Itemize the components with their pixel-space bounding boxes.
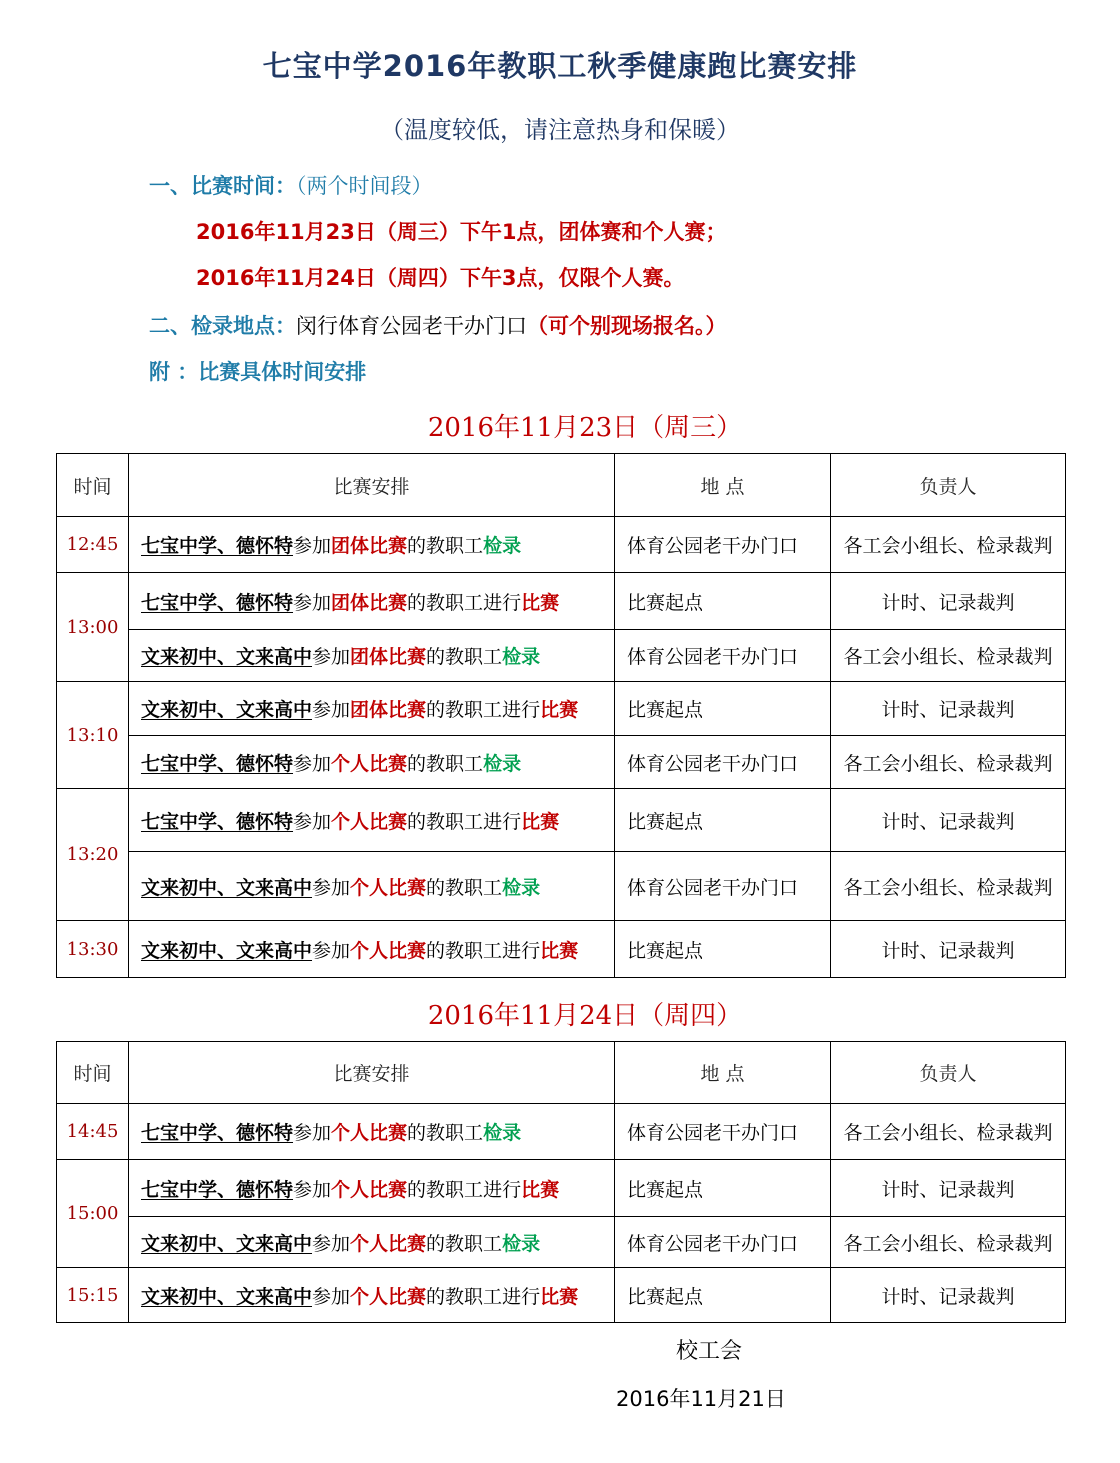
section-time-label: 一、比赛时间： <box>149 174 296 198</box>
place-cell: 体育公园老干办门口 <box>615 517 831 573</box>
arrangement-cell <box>129 1217 615 1268</box>
action-text: 比赛 <box>521 591 560 614</box>
table-row <box>57 921 1066 978</box>
place-cell: 比赛起点 <box>615 921 831 978</box>
responsible-cell: 各工会小组长、检录裁判 <box>831 630 1066 682</box>
action-plain-text: 进行 <box>502 699 541 721</box>
event-text: 个人比赛 <box>350 939 427 962</box>
time-cell: 15:00 <box>57 1160 129 1268</box>
event-text: 个人比赛 <box>350 876 427 899</box>
header-place: 地 点 <box>615 454 831 517</box>
time-cell: 13:30 <box>57 921 129 978</box>
action-text: 比赛 <box>521 810 560 833</box>
time-cell: 13:10 <box>57 682 129 789</box>
footer-date: 2016年11月21日 <box>616 1387 786 1411</box>
mid-text: 的教职工 <box>407 1122 484 1144</box>
arrangement-cell <box>129 1160 615 1217</box>
day1-schedule-table <box>56 453 1066 978</box>
table-header-row <box>57 454 1066 517</box>
mid-text: 的教职工 <box>426 939 503 962</box>
action-plain-text: 进行 <box>502 939 541 962</box>
footer-organization: 校工会 <box>676 1339 743 1364</box>
page-subtitle: （温度较低，请注意热身和保暖） <box>380 116 740 144</box>
time-slot-1: 2016年11月23日（周三）下午1点，团体赛和个人赛； <box>196 220 727 244</box>
action-plain-text: 进行 <box>483 1178 522 1201</box>
arrangement-cell <box>129 736 615 789</box>
responsible-cell: 计时、记录裁判 <box>831 789 1066 852</box>
time-cell: 12:45 <box>57 517 129 573</box>
place-cell: 体育公园老干办门口 <box>615 1104 831 1160</box>
schools-text: 文来初中、文来高中 <box>141 699 313 721</box>
schools-text: 文来初中、文来高中 <box>141 1232 313 1255</box>
place-cell: 体育公园老干办门口 <box>615 1217 831 1268</box>
mid-text: 的教职工 <box>407 752 484 775</box>
table-row <box>57 573 1066 630</box>
join-text: 参加 <box>312 1285 351 1308</box>
action-text: 比赛 <box>540 1285 579 1308</box>
action-plain-text: 进行 <box>483 810 522 833</box>
mid-text: 的教职工 <box>407 810 484 833</box>
header-time: 时间 <box>57 1042 129 1104</box>
schools-text: 七宝中学、德怀特 <box>141 535 294 557</box>
section-place <box>149 310 727 340</box>
join-text: 参加 <box>312 699 351 721</box>
table-row <box>57 1268 1066 1323</box>
action-text: 检录 <box>502 646 541 668</box>
schools-text: 七宝中学、德怀特 <box>141 1178 294 1201</box>
action-text: 检录 <box>483 752 522 775</box>
header-place: 地 点 <box>615 1042 831 1104</box>
place-cell: 体育公园老干办门口 <box>615 736 831 789</box>
time-cell: 13:20 <box>57 789 129 921</box>
place-cell: 比赛起点 <box>615 573 831 630</box>
section-place-value: 闵行体育公园老干办门口 <box>296 314 527 338</box>
action-text: 检录 <box>502 876 541 899</box>
responsible-cell: 各工会小组长、检录裁判 <box>831 1104 1066 1160</box>
mid-text: 的教职工 <box>407 1178 484 1201</box>
responsible-cell: 各工会小组长、检录裁判 <box>831 736 1066 789</box>
page-title: 七宝中学2016年教职工秋季健康跑比赛安排 <box>262 49 858 83</box>
time-cell: 13:00 <box>57 573 129 682</box>
section-place-label: 二、检录地点： <box>149 314 296 338</box>
table-row <box>57 682 1066 736</box>
action-text: 比赛 <box>521 1178 560 1201</box>
action-text: 检录 <box>483 1122 522 1144</box>
table-header-row <box>57 1042 1066 1104</box>
responsible-cell: 各工会小组长、检录裁判 <box>831 1217 1066 1268</box>
join-text: 参加 <box>293 591 332 614</box>
event-text: 个人比赛 <box>350 1232 427 1255</box>
responsible-cell: 计时、记录裁判 <box>831 573 1066 630</box>
place-cell: 体育公园老干办门口 <box>615 630 831 682</box>
event-text: 团体比赛 <box>350 646 427 668</box>
appendix-label: 附 ：比赛具体时间安排 <box>149 360 367 384</box>
section-place-note: （可个别现场报名。） <box>527 314 727 338</box>
mid-text: 的教职工 <box>426 1232 503 1255</box>
table-row <box>57 1217 1066 1268</box>
event-text: 团体比赛 <box>350 699 427 721</box>
schools-text: 七宝中学、德怀特 <box>141 591 294 614</box>
arrangement-cell <box>129 852 615 921</box>
action-plain-text: 进行 <box>502 1285 541 1308</box>
join-text: 参加 <box>312 939 351 962</box>
responsible-cell: 计时、记录裁判 <box>831 682 1066 736</box>
place-cell: 比赛起点 <box>615 1268 831 1323</box>
time-slot-2: 2016年11月24日（周四）下午3点，仅限个人赛。 <box>196 266 685 290</box>
mid-text: 的教职工 <box>426 646 503 668</box>
day2-schedule-table <box>56 1041 1066 1323</box>
arrangement-cell <box>129 573 615 630</box>
table-row <box>57 789 1066 852</box>
event-text: 个人比赛 <box>350 1285 427 1308</box>
header-responsible: 负责人 <box>831 1042 1066 1104</box>
action-text: 检录 <box>502 1232 541 1255</box>
arrangement-cell <box>129 921 615 978</box>
schools-text: 文来初中、文来高中 <box>141 876 313 899</box>
responsible-cell: 计时、记录裁判 <box>831 1268 1066 1323</box>
schools-text: 七宝中学、德怀特 <box>141 752 294 775</box>
event-text: 个人比赛 <box>331 1122 408 1144</box>
responsible-cell: 各工会小组长、检录裁判 <box>831 517 1066 573</box>
section-time-note: （两个时间段） <box>296 174 433 198</box>
action-text: 比赛 <box>540 699 579 721</box>
table-row <box>57 517 1066 573</box>
schools-text: 文来初中、文来高中 <box>141 939 313 962</box>
mid-text: 的教职工 <box>426 876 503 899</box>
join-text: 参加 <box>312 646 351 668</box>
responsible-cell: 各工会小组长、检录裁判 <box>831 852 1066 921</box>
header-arrangement: 比赛安排 <box>129 1042 615 1104</box>
place-cell: 比赛起点 <box>615 789 831 852</box>
schools-text: 七宝中学、德怀特 <box>141 1122 294 1144</box>
arrangement-cell <box>129 789 615 852</box>
mid-text: 的教职工 <box>426 1285 503 1308</box>
mid-text: 的教职工 <box>407 535 484 557</box>
arrangement-cell <box>129 630 615 682</box>
arrangement-cell <box>129 682 615 736</box>
place-cell: 体育公园老干办门口 <box>615 852 831 921</box>
place-cell: 比赛起点 <box>615 1160 831 1217</box>
table-row <box>57 852 1066 921</box>
join-text: 参加 <box>293 1178 332 1201</box>
event-text: 个人比赛 <box>331 752 408 775</box>
header-time: 时间 <box>57 454 129 517</box>
section-time <box>149 170 433 200</box>
action-text: 检录 <box>483 535 522 557</box>
arrangement-cell <box>129 1104 615 1160</box>
join-text: 参加 <box>293 1122 332 1144</box>
join-text: 参加 <box>312 876 351 899</box>
event-text: 团体比赛 <box>331 591 408 614</box>
table-row <box>57 630 1066 682</box>
schools-text: 文来初中、文来高中 <box>141 646 313 668</box>
day2-date-heading: 2016年11月24日（周四） <box>427 1001 743 1031</box>
event-text: 团体比赛 <box>331 535 408 557</box>
arrangement-cell <box>129 1268 615 1323</box>
action-plain-text: 进行 <box>483 591 522 614</box>
join-text: 参加 <box>312 1232 351 1255</box>
header-arrangement: 比赛安排 <box>129 454 615 517</box>
table-row <box>57 736 1066 789</box>
time-cell: 14:45 <box>57 1104 129 1160</box>
responsible-cell: 计时、记录裁判 <box>831 1160 1066 1217</box>
table-row <box>57 1104 1066 1160</box>
event-text: 个人比赛 <box>331 1178 408 1201</box>
header-responsible: 负责人 <box>831 454 1066 517</box>
responsible-cell: 计时、记录裁判 <box>831 921 1066 978</box>
arrangement-cell <box>129 517 615 573</box>
schools-text: 文来初中、文来高中 <box>141 1285 313 1308</box>
day1-date-heading: 2016年11月23日（周三） <box>427 413 743 443</box>
mid-text: 的教职工 <box>407 591 484 614</box>
event-text: 个人比赛 <box>331 810 408 833</box>
schools-text: 七宝中学、德怀特 <box>141 810 294 833</box>
table-row <box>57 1160 1066 1217</box>
mid-text: 的教职工 <box>426 699 503 721</box>
join-text: 参加 <box>293 810 332 833</box>
action-text: 比赛 <box>540 939 579 962</box>
join-text: 参加 <box>293 752 332 775</box>
place-cell: 比赛起点 <box>615 682 831 736</box>
join-text: 参加 <box>293 535 332 557</box>
time-cell: 15:15 <box>57 1268 129 1323</box>
